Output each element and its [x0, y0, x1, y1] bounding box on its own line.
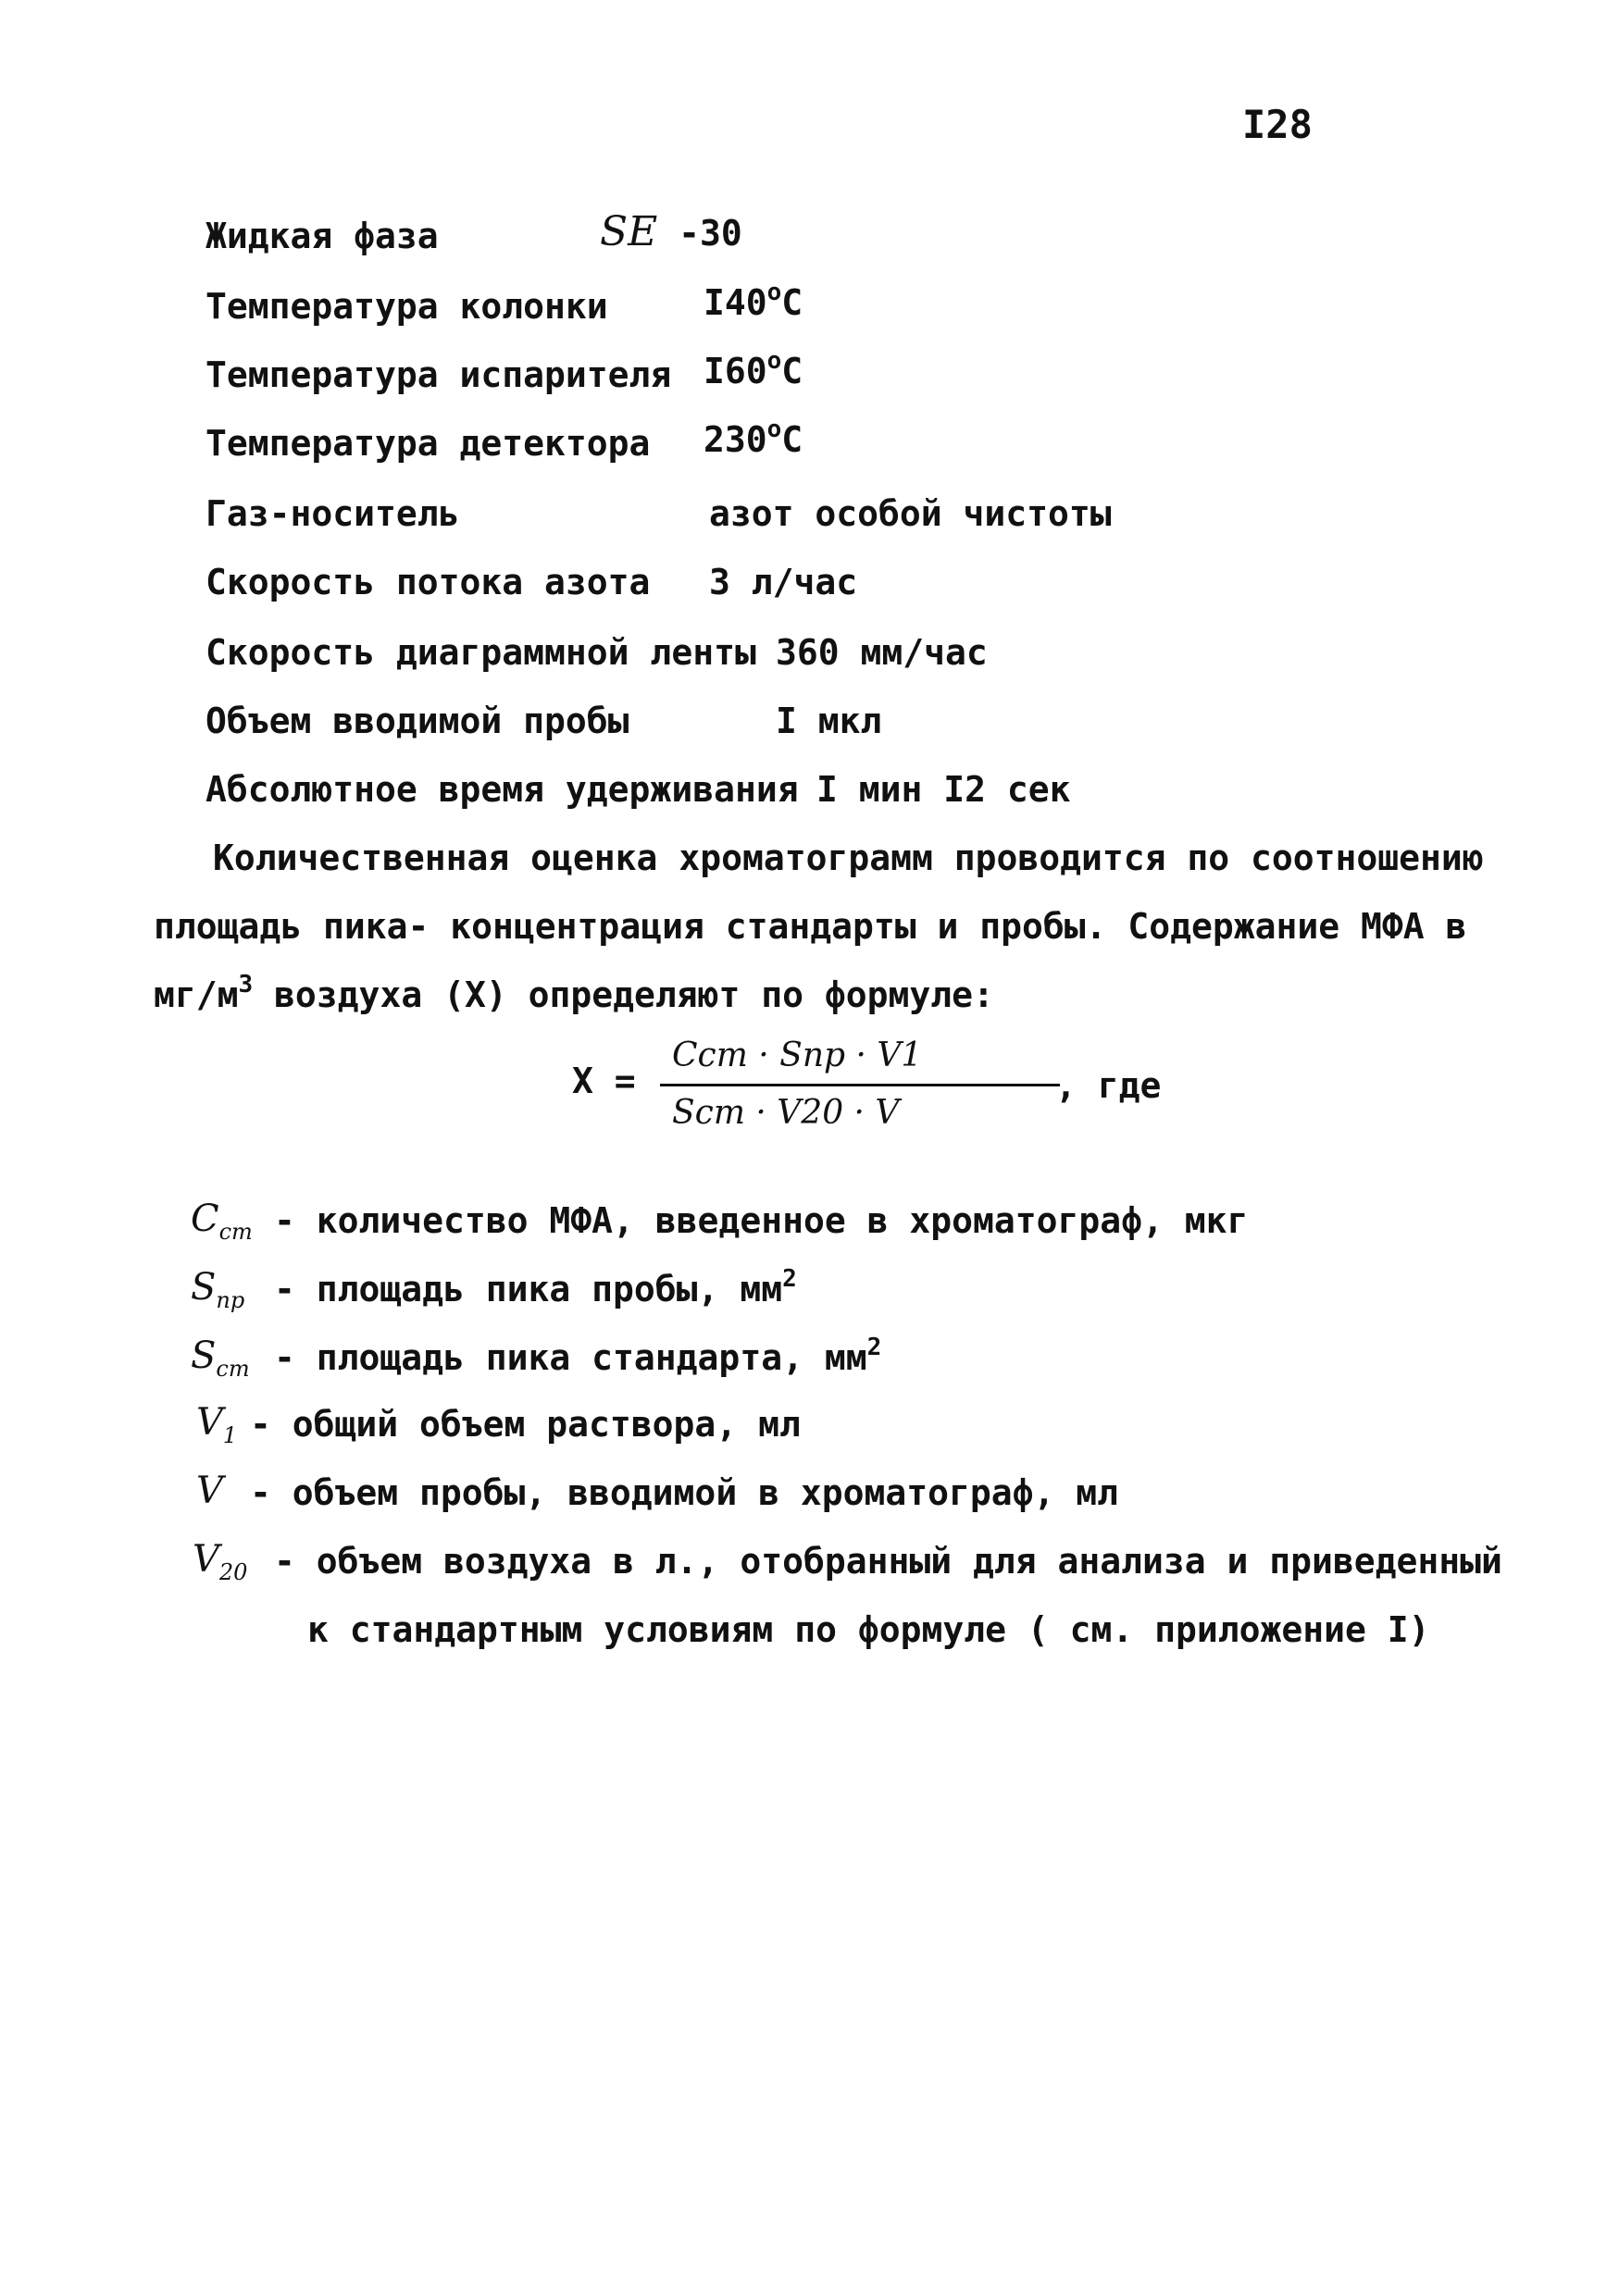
param-value-detector-temp: $230^оС$ — [704, 416, 803, 460]
formula-suffix: , где — [1055, 1065, 1162, 1106]
legend-continuation: к стандартным условиям по формуле ( см. приложение I) — [307, 1609, 1430, 1650]
legend-symbol-v1: $V_1$ — [196, 1401, 238, 1448]
paragraph-line-3: $мг/м^3$ воздуха (X) определяют по формуле: — [154, 971, 994, 1015]
param-value-evaporator-temp: $I60^оС$ — [704, 347, 803, 391]
legend-text-c-cm: - количество МФА, введенное в хроматограф, мкг — [274, 1200, 1249, 1241]
legend-symbol-v: V — [196, 1470, 223, 1512]
liquid-phase-italic: SE — [600, 208, 658, 255]
param-value-sample-volume: I мкл — [776, 701, 882, 741]
paragraph-line-1: Количественная оценка хроматограмм проводится по соотношению — [213, 838, 1484, 878]
legend-symbol-c-cm: $C_{cm}$ — [191, 1198, 253, 1245]
legend-symbol-s-cm: $S_{cm}$ — [191, 1334, 250, 1382]
param-label-carrier-gas: Газ-носитель — [205, 493, 460, 534]
param-label-retention-time: Абсолютное время удерживания — [205, 769, 799, 810]
param-label-column-temp: Температура колонки — [205, 286, 608, 327]
param-label-detector-temp: Температура детектора — [205, 423, 651, 464]
param-label-flow-rate: Скорость потока азота — [205, 562, 651, 602]
legend-text-s-cm: - площадь пика стандарта, $мм^2$ — [274, 1334, 882, 1378]
param-value-retention-time: I мин I2 сек — [816, 769, 1071, 810]
param-value-chart-speed: 360 мм/час — [776, 632, 988, 673]
param-label-chart-speed: Скорость диаграммной ленты — [205, 632, 756, 673]
param-value-carrier-gas: азот особой чистоты — [709, 493, 1112, 534]
param-value-column-temp: $I40^оС$ — [704, 279, 803, 323]
paragraph-line-2: площадь пика- концентрация стандарты и пробы. Содержание МФА в — [154, 906, 1467, 947]
legend-text-v: - объем пробы, вводимой в хроматограф, мл — [250, 1472, 1118, 1513]
param-value-flow-rate: 3 л/час — [709, 562, 858, 602]
legend-text-v1: - общий объем раствора, мл — [250, 1404, 801, 1445]
formula-fraction-line — [660, 1084, 1060, 1086]
legend-symbol-v20: $V_{20}$ — [193, 1538, 248, 1585]
param-label-sample-volume: Объем вводимой пробы — [205, 701, 629, 741]
formula-denominator: Scm · V20 · V — [672, 1094, 900, 1132]
legend-text-s-np: - площадь пика пробы, $мм^2$ — [274, 1265, 797, 1309]
param-label-liquid-phase: Жидкая фаза — [205, 216, 439, 256]
liquid-phase-number: -30 — [657, 213, 742, 254]
param-label-evaporator-temp: Температура испарителя — [205, 354, 672, 395]
legend-symbol-s-np: $S_{np}$ — [191, 1266, 245, 1313]
formula-numerator: Ccm · Sпр · V1 — [672, 1036, 923, 1074]
formula-lhs: X = — [572, 1061, 636, 1101]
param-value-liquid-phase — [600, 208, 742, 255]
page-number: I28 — [1242, 102, 1313, 147]
legend-text-v20: - объем воздуха в л., отобранный для анализа и приведенный — [274, 1541, 1502, 1582]
